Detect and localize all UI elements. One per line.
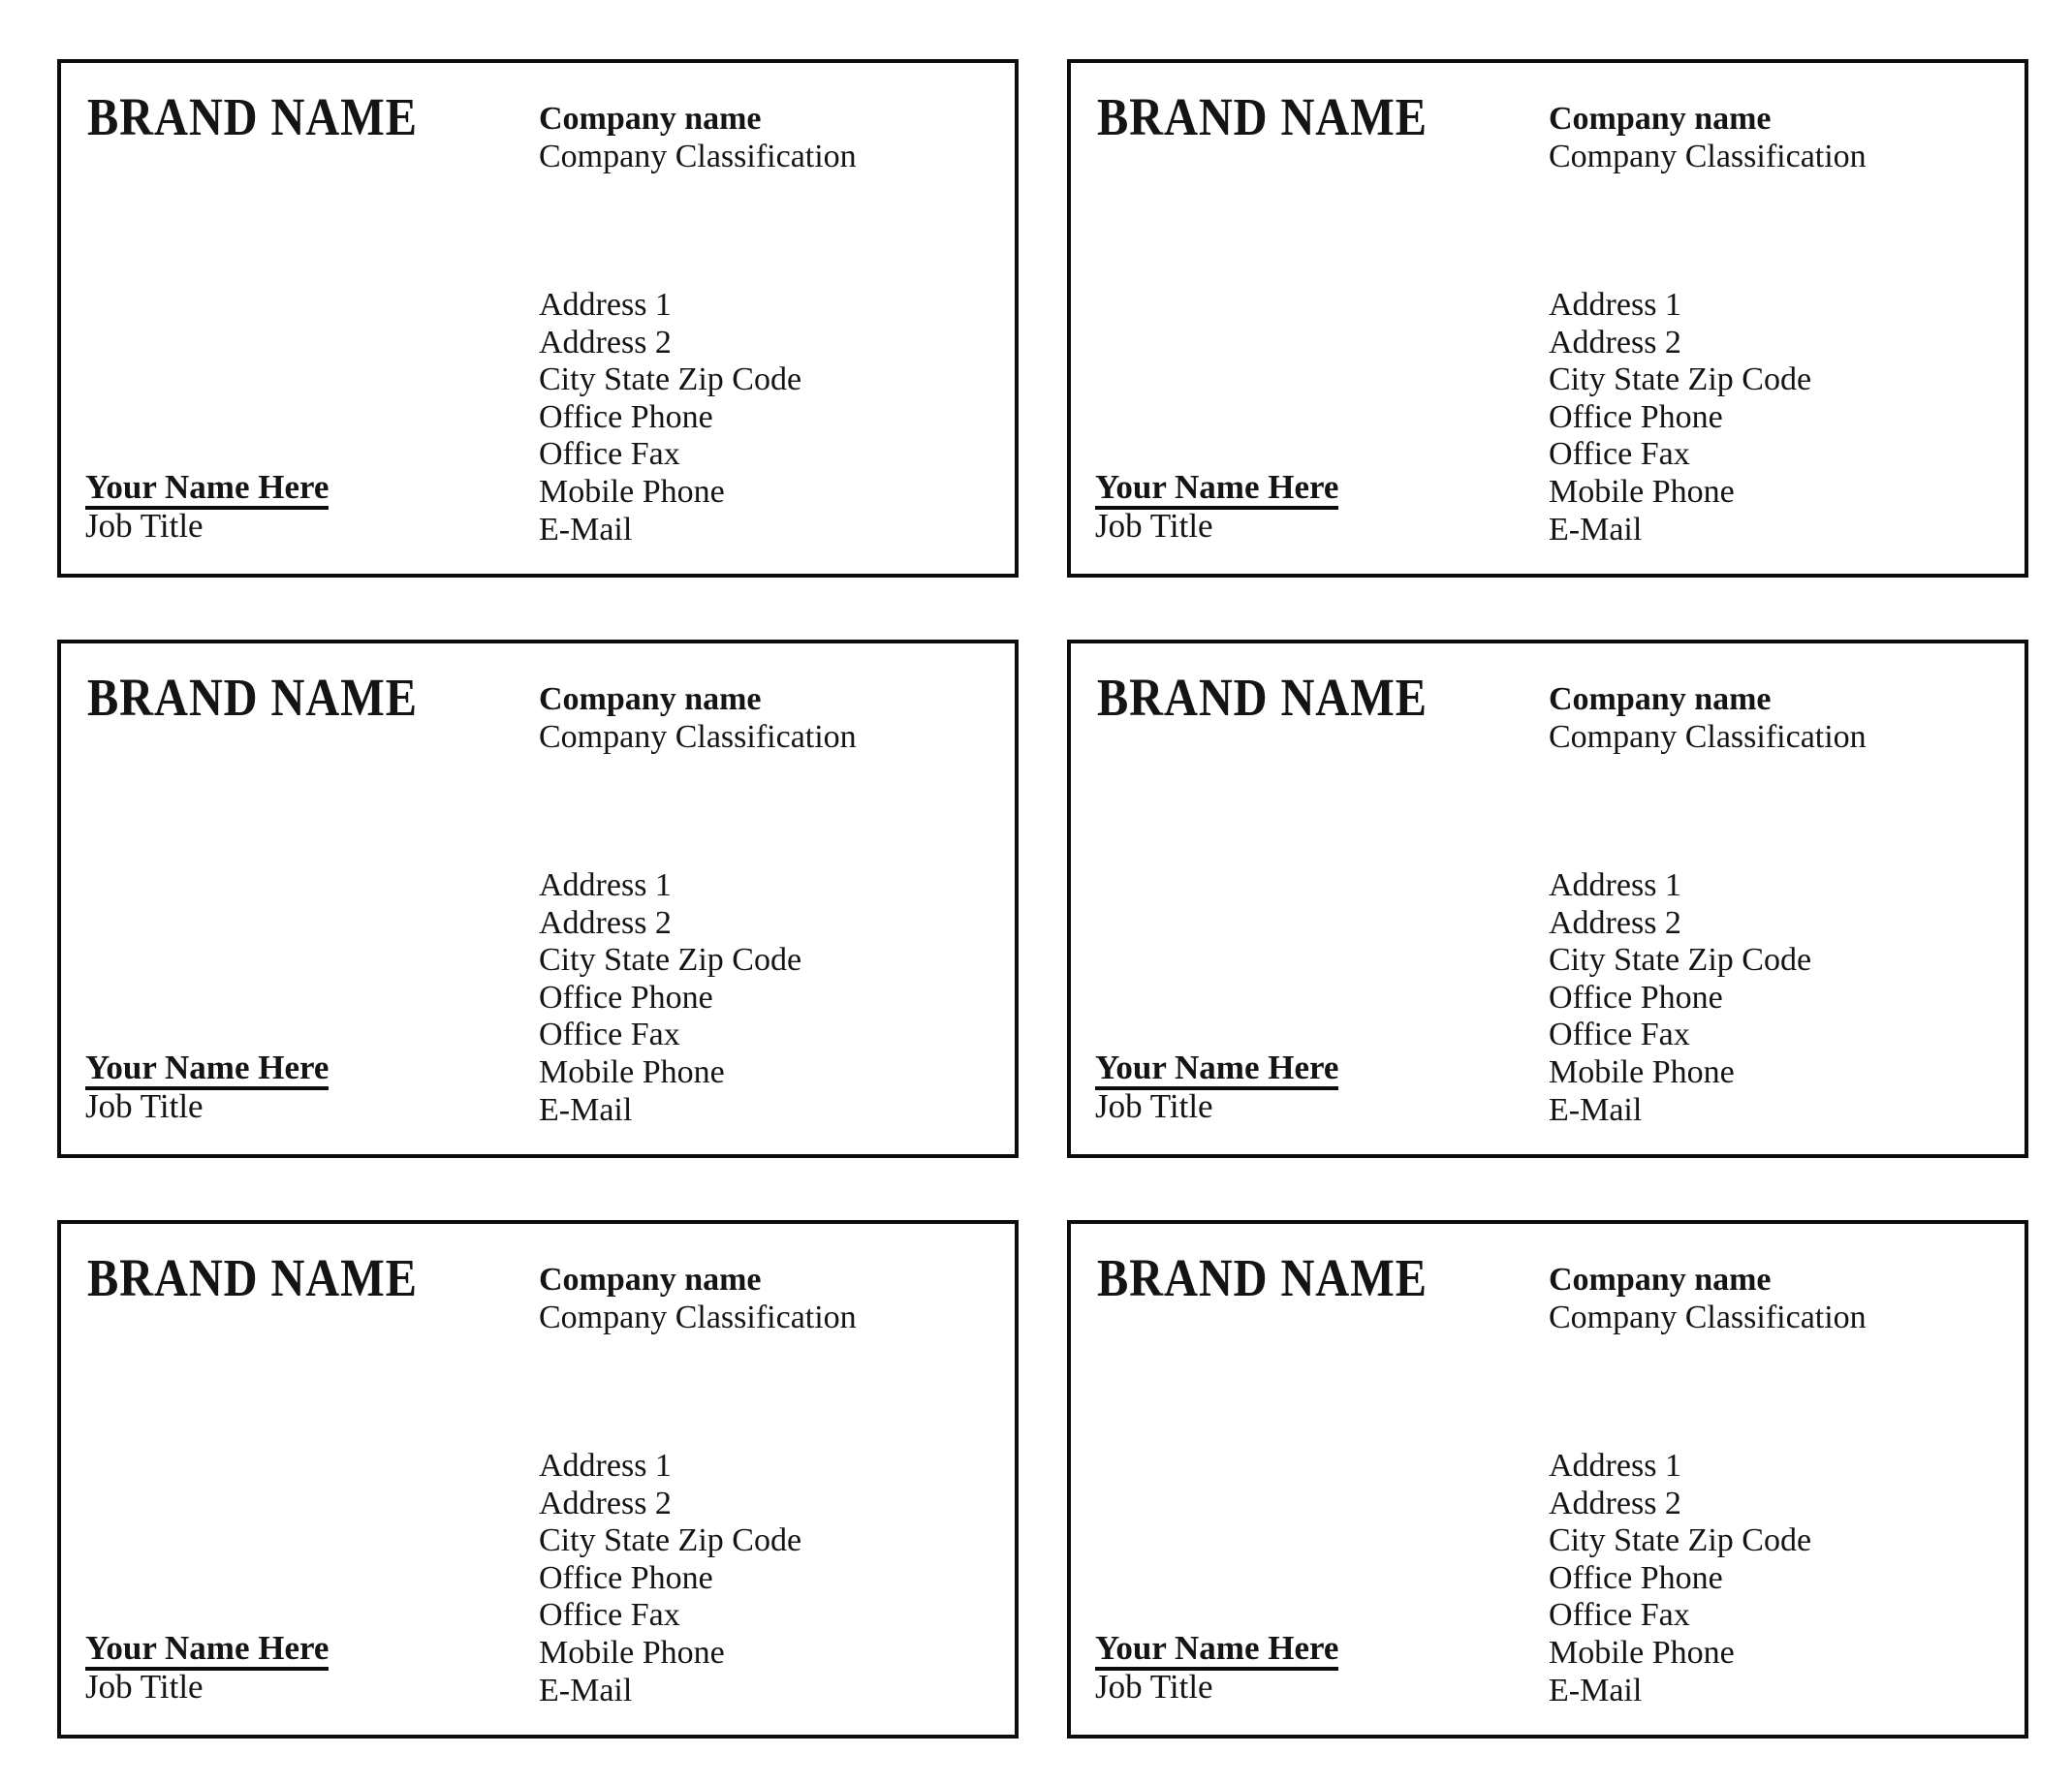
person-name: Your Name Here (1095, 1049, 1338, 1090)
address-line-1: Address 1 (1549, 287, 1681, 323)
company-classification: Company Classification (1549, 718, 1867, 755)
city-state-zip: City State Zip Code (1549, 361, 1812, 398)
contact-block (539, 1448, 801, 1709)
person-block (1095, 1629, 1338, 1706)
office-phone: Office Phone (539, 398, 713, 435)
contact-block (1549, 287, 1811, 548)
brand-name: BRAND NAME (1097, 668, 1428, 727)
office-fax: Office Fax (1549, 1017, 1690, 1053)
job-title: Job Title (85, 1668, 204, 1706)
email: E-Mail (1549, 511, 1643, 548)
mobile-phone: Mobile Phone (1549, 473, 1735, 510)
mobile-phone: Mobile Phone (539, 1634, 725, 1671)
company-block (1549, 101, 1867, 175)
person-name: Your Name Here (1095, 468, 1338, 510)
address-line-1: Address 1 (1549, 867, 1681, 903)
email: E-Mail (1549, 1091, 1643, 1128)
person-block (1095, 468, 1338, 545)
office-phone: Office Phone (539, 1559, 713, 1596)
office-fax: Office Fax (539, 1017, 680, 1053)
brand-name: BRAND NAME (87, 1248, 418, 1307)
person-name: Your Name Here (85, 468, 329, 510)
person-name: Your Name Here (85, 1049, 329, 1090)
company-classification: Company Classification (1549, 138, 1867, 174)
address-line-1: Address 1 (1549, 1448, 1681, 1484)
office-phone: Office Phone (1549, 979, 1723, 1016)
address-line-1: Address 1 (539, 1448, 672, 1484)
company-block (1549, 681, 1867, 756)
person-block (1095, 1049, 1338, 1125)
address-line-2: Address 2 (1549, 324, 1681, 360)
company-name: Company name (539, 1262, 762, 1298)
address-line-2: Address 2 (539, 904, 672, 941)
company-block (1549, 1262, 1867, 1336)
brand-name: BRAND NAME (87, 668, 418, 727)
email: E-Mail (539, 1091, 633, 1128)
office-phone: Office Phone (539, 979, 713, 1016)
office-fax: Office Fax (539, 436, 680, 473)
job-title: Job Title (1095, 1668, 1213, 1706)
company-classification: Company Classification (1549, 1299, 1867, 1335)
email: E-Mail (539, 1672, 633, 1708)
company-classification: Company Classification (539, 138, 857, 174)
company-name: Company name (539, 681, 762, 717)
company-block (539, 101, 857, 175)
contact-block (1549, 1448, 1811, 1709)
city-state-zip: City State Zip Code (539, 942, 802, 979)
contact-block (539, 867, 801, 1129)
office-fax: Office Fax (1549, 436, 1690, 473)
address-line-1: Address 1 (539, 287, 672, 323)
city-state-zip: City State Zip Code (539, 1522, 802, 1559)
email: E-Mail (1549, 1672, 1643, 1708)
contact-block (539, 287, 801, 548)
mobile-phone: Mobile Phone (1549, 1634, 1735, 1671)
company-classification: Company Classification (539, 718, 857, 755)
business-card (1067, 59, 2028, 578)
email: E-Mail (539, 511, 633, 548)
job-title: Job Title (85, 1087, 204, 1125)
company-classification: Company Classification (539, 1299, 857, 1335)
office-phone: Office Phone (1549, 1559, 1723, 1596)
contact-block (1549, 867, 1811, 1129)
company-block (539, 1262, 857, 1336)
brand-name: BRAND NAME (1097, 87, 1428, 146)
address-line-2: Address 2 (539, 324, 672, 360)
job-title: Job Title (85, 507, 204, 545)
company-name: Company name (1549, 101, 1772, 137)
business-card (57, 640, 1019, 1158)
person-name: Your Name Here (85, 1629, 329, 1671)
city-state-zip: City State Zip Code (1549, 942, 1812, 979)
company-name: Company name (1549, 1262, 1772, 1298)
person-block (85, 1049, 329, 1125)
person-name: Your Name Here (1095, 1629, 1338, 1671)
business-card (57, 59, 1019, 578)
office-fax: Office Fax (1549, 1597, 1690, 1634)
address-line-2: Address 2 (1549, 904, 1681, 941)
address-line-2: Address 2 (1549, 1485, 1681, 1521)
company-name: Company name (539, 101, 762, 137)
office-fax: Office Fax (539, 1597, 680, 1634)
mobile-phone: Mobile Phone (539, 473, 725, 510)
city-state-zip: City State Zip Code (539, 361, 802, 398)
mobile-phone: Mobile Phone (1549, 1053, 1735, 1090)
job-title: Job Title (1095, 507, 1213, 545)
business-card (1067, 1220, 2028, 1739)
address-line-2: Address 2 (539, 1485, 672, 1521)
business-card (1067, 640, 2028, 1158)
city-state-zip: City State Zip Code (1549, 1522, 1812, 1559)
address-line-1: Address 1 (539, 867, 672, 903)
company-block (539, 681, 857, 756)
office-phone: Office Phone (1549, 398, 1723, 435)
company-name: Company name (1549, 681, 1772, 717)
business-card (57, 1220, 1019, 1739)
brand-name: BRAND NAME (1097, 1248, 1428, 1307)
person-block (85, 1629, 329, 1706)
job-title: Job Title (1095, 1087, 1213, 1125)
mobile-phone: Mobile Phone (539, 1053, 725, 1090)
person-block (85, 468, 329, 545)
brand-name: BRAND NAME (87, 87, 418, 146)
